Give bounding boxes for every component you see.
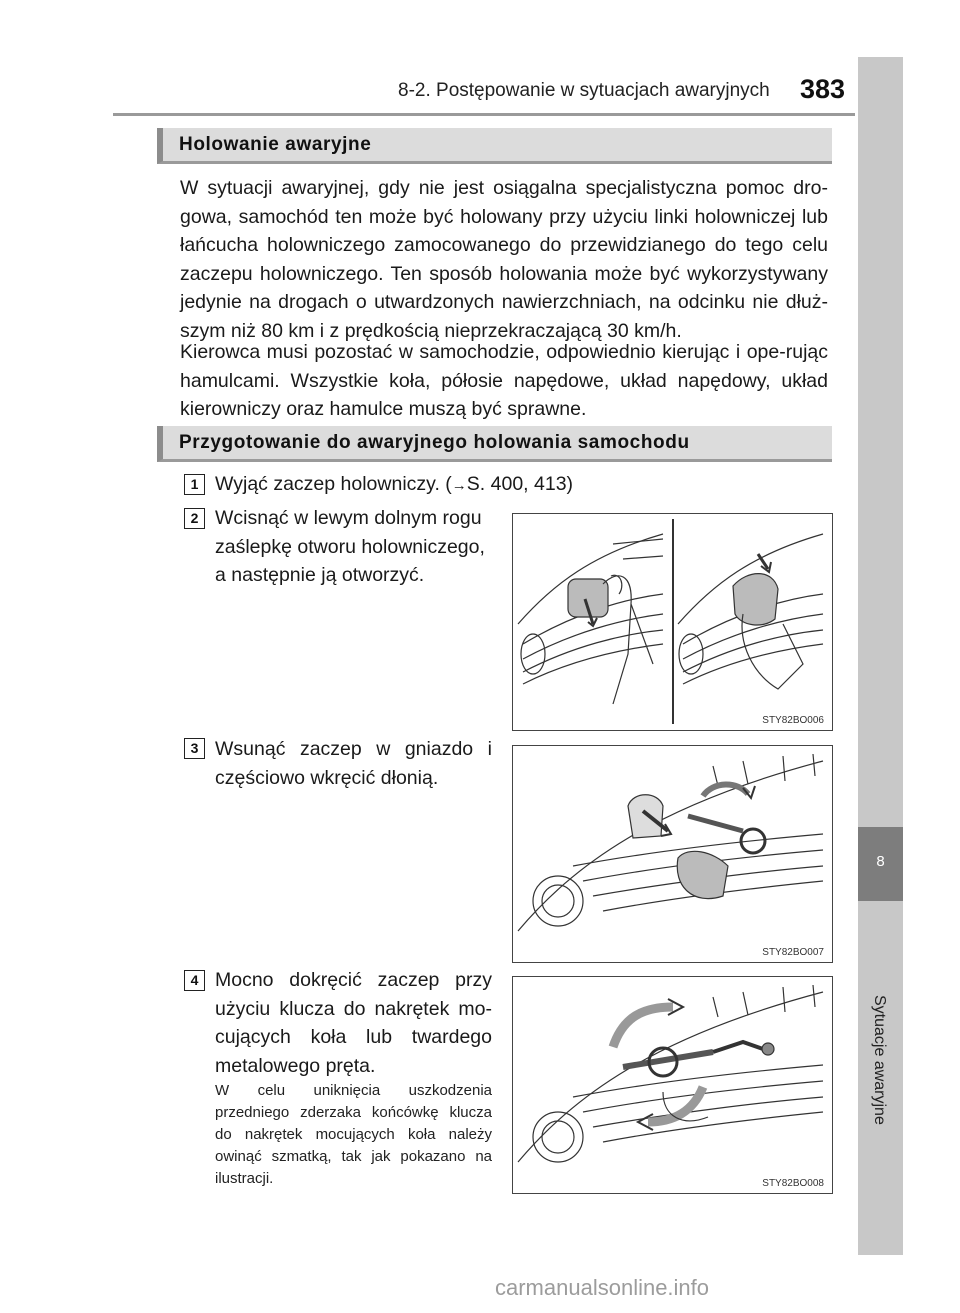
step-number-4: 4 xyxy=(184,970,205,991)
watermark: carmanualsonline.info xyxy=(495,1275,710,1300)
step-3-text: Wsunąć zaczep w gniazdo i częściowo wkręcić dłonią. xyxy=(215,738,492,789)
tow-cover-illustration xyxy=(513,514,831,729)
tow-hook-tighten-illustration xyxy=(513,977,831,1192)
figure-open-tow-hook-cover xyxy=(512,513,833,731)
tow-hook-insert-illustration xyxy=(513,746,831,961)
figure-code: STY82BO006 xyxy=(762,715,824,726)
running-header: 8-2. Postępowanie w sytuacjach awaryjnych xyxy=(398,80,770,101)
figure-tighten-tow-hook xyxy=(512,976,833,1194)
step-2-text: Wcisnąć w lewym dolnym rogu zaślepkę otworu holowniczego, a następnie ją otworzyć. xyxy=(215,507,485,586)
step-number-3: 3 xyxy=(184,738,205,759)
chapter-title: Sytuacje awaryjne xyxy=(871,995,888,1125)
step-number-1: 1 xyxy=(184,474,205,495)
driver-paragraph: Kierowca musi pozostać w samochodzie, odpowiednio kierując i ope-rując hamulcami. Wszystkie koła, półosie napędowe, układ napędowy, układ kierowniczy oraz hamulce muszą być sprawne. xyxy=(180,341,828,420)
step-1-text xyxy=(215,470,573,501)
section-heading-text: Przygotowanie do awaryjnego holowania samochodu xyxy=(179,432,690,453)
figure-code: STY82BO007 xyxy=(762,947,824,958)
intro-paragraph: W sytuacji awaryjnej, gdy nie jest osiągalna specjalistyczna pomoc dro-gowa, samochód ten może być holowany przy użyciu linki holowniczej lub łańcucha holowniczego zamocowanego do przewidzianego do tego celu zaczepu holowniczego. Ten sposób holowania może być wykorzystywany jedynie na drogach o utwardzonych nawierzchniach, na odcinku nie dłuż-szym niż 80 km i z prędkością nieprzekraczającą 30 km/h. xyxy=(180,177,828,342)
step-number-2: 2 xyxy=(184,508,205,529)
step-1-label: Wyjąć zaczep holowniczy. ( xyxy=(215,473,452,495)
page-ref-arrow-icon: → xyxy=(451,477,467,494)
section-heading-preparation xyxy=(157,426,832,462)
figure-insert-tow-hook xyxy=(512,745,833,963)
header-rule xyxy=(113,113,855,116)
step-4-text: Mocno dokręcić zaczep przy użyciu klucza do nakrętek mo-cujących koła lub twardego metalowego pręta. xyxy=(215,969,492,1077)
step-1-page-ref: S. 400, 413) xyxy=(466,473,574,495)
page-number: 383 xyxy=(800,74,846,104)
section-heading-text: Holowanie awaryjne xyxy=(179,134,372,155)
figure-code: STY82BO008 xyxy=(762,1178,824,1189)
chapter-number: 8 xyxy=(876,853,885,870)
section-heading-emergency-towing xyxy=(157,128,832,164)
step-4-note: W celu uniknięcia uszkodzenia przedniego zderzaka końcówkę klucza do nakrętek mocujących koła należy owinąć szmatką, tak jak pokazano na ilustracji. xyxy=(215,1082,492,1187)
